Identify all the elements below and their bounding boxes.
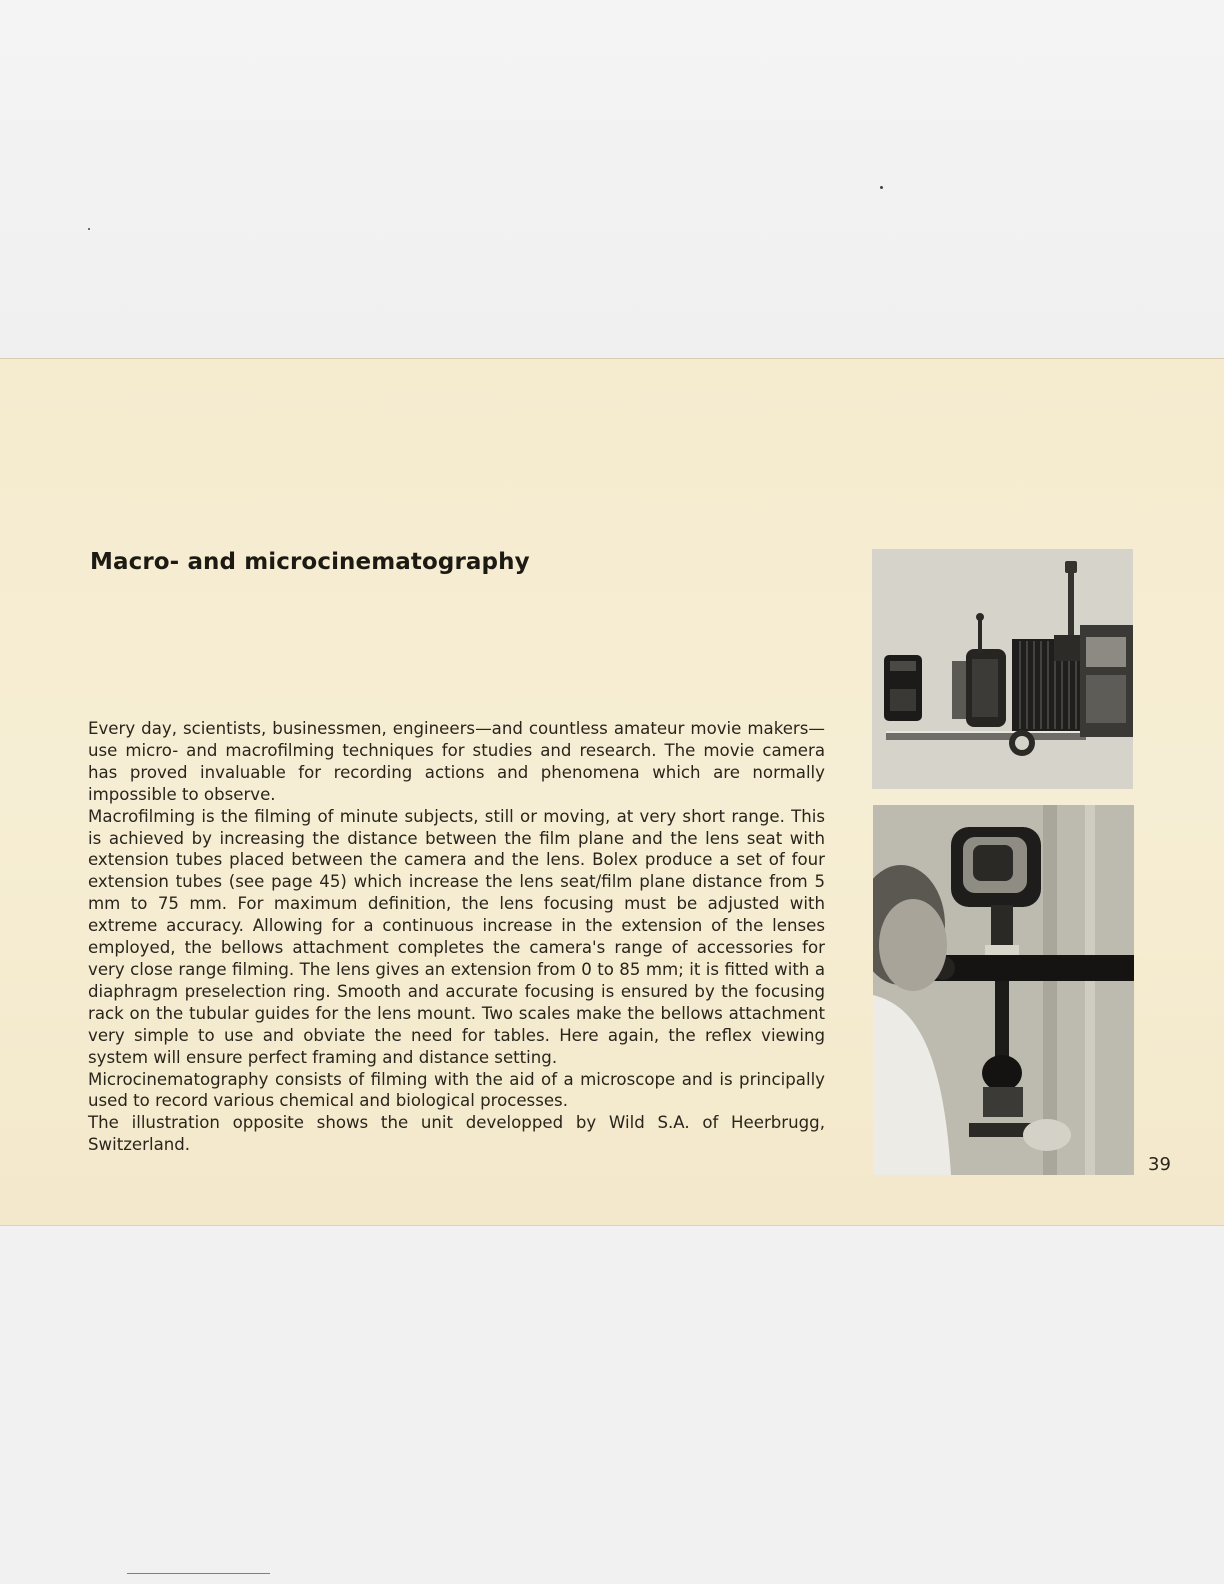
paragraph-illustration-note: The illustration opposite shows the unit developped by Wild S.A. of Heerbrugg, Switzerland. bbox=[88, 1113, 825, 1155]
body-text bbox=[88, 718, 825, 1156]
paragraph-macrofilming: Macrofilming is the filming of minute subjects, still or moving, at very short range. This is achieved by increasing the distance between the film plane and the lens seat with extension tubes placed between the camera and the lens. Bolex produce a set of four extension tubes (see page 45) which increase the lens seat/film plane distance from 5 mm to 75 mm. For maximum definition, the lens focusing must be adjusted with extreme accuracy. Allowing for a continuous increase in the extension of the lenses employed, the bellows attachment completes the camera's range of accessories for very close range filming. The lens gives an extension from 0 to 85 mm; it is fitted with a diaphragm preselection ring. Smooth and accurate focusing is ensured by the focusing rack on the tubular guides for the lens mount. Two scales make the bellows attachment very simple to use and obviate the need for tables. Here again, the reflex viewing system will ensure perfect framing and distance setting. bbox=[88, 806, 825, 1067]
bottom-rule bbox=[127, 1573, 270, 1574]
bellows-attachment-photo bbox=[872, 549, 1133, 789]
dust-speck bbox=[88, 228, 90, 230]
scan-background-top bbox=[0, 0, 1224, 358]
page-title: Macro- and microcinematography bbox=[90, 549, 530, 575]
paragraph-microcinematography: Microcinematography consists of filming with the aid of a microscope and is principally used to record various chemical and biological processes. bbox=[88, 1069, 825, 1111]
paragraph-intro: Every day, scientists, businessmen, engineers—and countless amateur movie makers—use micro- and macrofilming techniques for studies and research. The movie camera has proved invaluable for recording actions and phenomena which are normally impossible to observe. bbox=[88, 719, 825, 804]
dust-speck bbox=[880, 186, 883, 189]
booklet-page bbox=[0, 358, 1224, 1226]
bellows-attachment-illustration bbox=[872, 549, 1133, 789]
microscope-unit-illustration bbox=[873, 805, 1134, 1175]
page-number: 39 bbox=[1148, 1154, 1171, 1175]
microscope-unit-photo bbox=[873, 805, 1134, 1175]
